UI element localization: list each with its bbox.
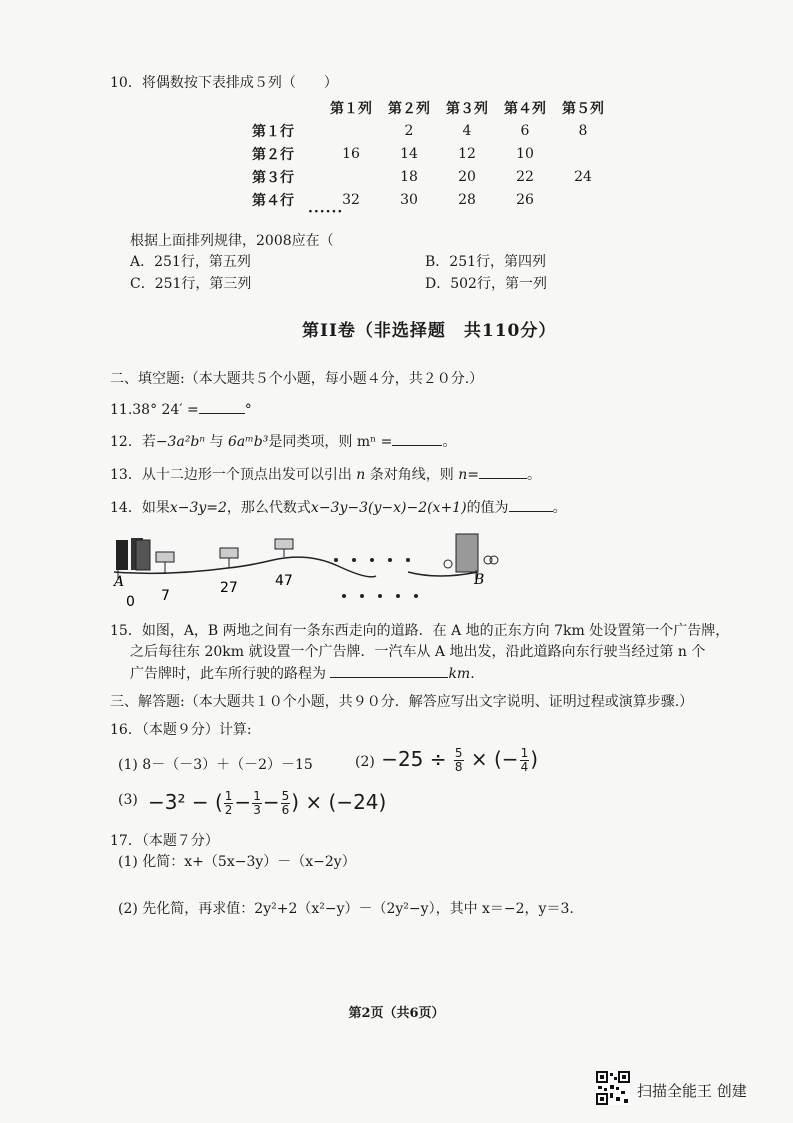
column-header: 第３列 xyxy=(446,100,488,117)
table-cell: 6 xyxy=(520,122,530,139)
table-row xyxy=(252,188,612,211)
table-cell: 8 xyxy=(578,122,588,139)
table-ellipsis: ······ xyxy=(308,204,344,220)
denominator: 4 xyxy=(520,760,529,774)
option-d: D．502行，第一列 xyxy=(425,276,547,292)
denominator: 6 xyxy=(281,803,290,817)
question-11 xyxy=(110,399,252,418)
table-cell: 28 xyxy=(458,191,476,208)
term-2: 6aᵐb³ xyxy=(227,434,269,450)
row-label: 第３行 xyxy=(252,169,294,186)
expr-segment: − xyxy=(262,790,280,814)
row-label: 第１行 xyxy=(252,123,294,140)
question-16-part-3-label: (3) xyxy=(118,792,138,808)
page-number: 第2页（共6页） xyxy=(348,1006,445,1021)
question-13-prefix: 13．从十二边形一个顶点出发可以引出 xyxy=(110,467,352,483)
question-11-suffix: ° xyxy=(244,402,252,418)
var-n: n xyxy=(458,467,468,483)
table-cell: 14 xyxy=(400,145,418,162)
expr-segment: × (− xyxy=(470,747,519,771)
building-icon xyxy=(456,534,478,572)
condition: x−3y=2 xyxy=(169,500,227,516)
table-cell: 4 xyxy=(462,122,472,139)
numerator: 5 xyxy=(281,789,290,803)
qr-code-icon xyxy=(596,1071,630,1105)
question-17-part-2: (2) 先化简，再求值：2y²+2（x²−y）－（2y²−y），其中 x＝−2，y＝3. xyxy=(118,901,574,917)
question-13 xyxy=(110,464,541,484)
expr-segment: −25 ÷ xyxy=(381,747,447,771)
question-15-line-1: 15．如图，A，B 两地之间有一条东西走向的道路．在 A 地的正东方向 7km 处设置第一个广告牌， xyxy=(110,623,730,639)
table-cell xyxy=(554,142,612,165)
question-15-line-3 xyxy=(130,663,475,683)
question-15-end: . xyxy=(470,666,475,682)
question-16-part-3 xyxy=(148,790,386,817)
answer-blank xyxy=(199,399,245,414)
term-1: −3a²bⁿ xyxy=(155,434,206,450)
question-16-title: 16．（本题９分）计算: xyxy=(110,722,252,738)
mark-47: 47 xyxy=(275,573,293,589)
expr-segment: −3² − ( xyxy=(148,790,223,814)
numerator: 1 xyxy=(253,789,261,803)
question-12-suffix: 是同类项，则 mⁿ = xyxy=(268,434,393,450)
question-13-mid: 条对角线，则 xyxy=(369,467,454,483)
option-a: A．251行，第五列 xyxy=(130,254,251,270)
question-15-line-2: 之后每往东 20km 就设置一个广告牌．一汽车从 A 地出发，沿此道路向东行驶当经过第 n 个 xyxy=(130,644,706,660)
denominator: 3 xyxy=(253,803,261,817)
billboard-icon xyxy=(275,539,293,549)
fraction xyxy=(252,790,262,817)
answer-blank xyxy=(330,663,448,678)
part-3-header: 三、解答题:（本大题共１０个小题，共９０分．解答应写出文字说明、证明过程或演算步骤.） xyxy=(110,694,694,710)
building-icon xyxy=(136,540,150,570)
question-14-mid: ，那么代数式 xyxy=(226,500,311,516)
part-label: (2) xyxy=(355,754,375,770)
expr-segment: − xyxy=(234,790,252,814)
question-12-mid: 与 xyxy=(205,434,228,450)
question-14 xyxy=(110,497,567,517)
answer-blank xyxy=(392,431,442,446)
table-cell: 16 xyxy=(342,145,360,162)
table-cell xyxy=(322,165,380,188)
column-header: 第１列 xyxy=(330,100,372,117)
numerator: 1 xyxy=(224,789,233,803)
question-14-suffix: 的值为 xyxy=(466,500,509,516)
question-14-end: 。 xyxy=(552,500,567,516)
table-row xyxy=(252,142,612,165)
even-number-table xyxy=(252,96,612,211)
question-13-end: 。 xyxy=(526,467,541,483)
table-cell: 22 xyxy=(516,168,534,185)
table-cell: 32 xyxy=(342,191,360,208)
table-corner xyxy=(252,96,322,119)
expr-segment: ) × (−24) xyxy=(291,790,387,814)
part-2-header: 二、填空题:（本大题共５个小题，每小题４分，共２０分.） xyxy=(110,371,484,387)
table-header-row xyxy=(252,96,612,119)
section-2-title: 第II卷（非选择题 共110分） xyxy=(302,321,557,341)
road-line xyxy=(408,572,478,576)
mark-0: 0 xyxy=(126,594,135,610)
question-12-end: 。 xyxy=(442,434,457,450)
mark-7: 7 xyxy=(161,588,170,604)
table-cell: 20 xyxy=(458,168,476,185)
tree-icon xyxy=(444,560,452,568)
column-header: 第２列 xyxy=(388,100,430,117)
answer-blank xyxy=(509,497,553,512)
question-10-prompt: 根据上面排列规律，2008应在（ xyxy=(130,233,334,249)
table-cell xyxy=(322,119,380,142)
table-row xyxy=(252,119,612,142)
table-cell: 24 xyxy=(574,168,592,185)
table-cell: 2 xyxy=(404,122,414,139)
table-cell: 10 xyxy=(516,145,534,162)
fraction xyxy=(520,747,530,774)
mark-27: 27 xyxy=(220,580,238,596)
question-17-title: 17．（本题７分） xyxy=(110,833,219,849)
unit-km: km xyxy=(448,666,471,682)
question-15-prefix: 广告牌时，此车所行驶的路程为 xyxy=(130,666,326,682)
question-16-part-2 xyxy=(355,747,538,774)
table-cell: 18 xyxy=(400,168,418,185)
table-row xyxy=(252,165,612,188)
var-n: n xyxy=(356,467,366,483)
row-label: 第４行 xyxy=(252,192,294,209)
option-b: B．251行，第四列 xyxy=(425,254,547,270)
table-cell: 30 xyxy=(400,191,418,208)
question-12 xyxy=(110,431,456,451)
building-icon xyxy=(116,540,128,570)
question-17-part-1: (1) 化简：x+（5x−3y）－（x−2y） xyxy=(118,854,356,870)
equals-sign: = xyxy=(467,467,479,483)
denominator: 2 xyxy=(224,803,233,817)
column-header: 第４列 xyxy=(504,100,546,117)
question-14-prefix: 14．如果 xyxy=(110,500,170,516)
question-11-prefix: 11.38° 24′ = xyxy=(110,402,199,418)
fraction xyxy=(281,790,291,817)
denominator: 8 xyxy=(454,760,463,774)
road-figure xyxy=(108,530,518,610)
question-16-part-1: (1) 8－（－3）＋（－2）－15 xyxy=(118,757,313,773)
billboard-icon xyxy=(156,552,174,562)
row-label: 第２行 xyxy=(252,146,294,163)
numerator: 5 xyxy=(454,746,463,760)
question-10-stem: 10．将偶数按下表排成５列（ ） xyxy=(110,75,338,91)
fraction xyxy=(454,747,464,774)
point-a-label: A xyxy=(114,574,125,590)
table-cell xyxy=(554,188,612,211)
billboard-icon xyxy=(220,548,238,558)
numerator: 1 xyxy=(520,746,529,760)
table-cell: 26 xyxy=(516,191,534,208)
table-cell: 12 xyxy=(458,145,476,162)
expression: x−3y−3(y−x)−2(x+1) xyxy=(310,500,467,516)
question-12-prefix: 12．若 xyxy=(110,434,156,450)
tree-icon xyxy=(490,556,498,564)
column-header: 第５列 xyxy=(562,100,604,117)
option-c: C．251行，第三列 xyxy=(130,276,252,292)
ellipsis-dots xyxy=(334,558,418,598)
point-b-label: B xyxy=(474,572,485,588)
answer-blank xyxy=(479,464,527,479)
expr-segment: ) xyxy=(530,747,539,771)
scanner-watermark: 扫描全能王 创建 xyxy=(637,1082,747,1100)
fraction xyxy=(224,790,234,817)
